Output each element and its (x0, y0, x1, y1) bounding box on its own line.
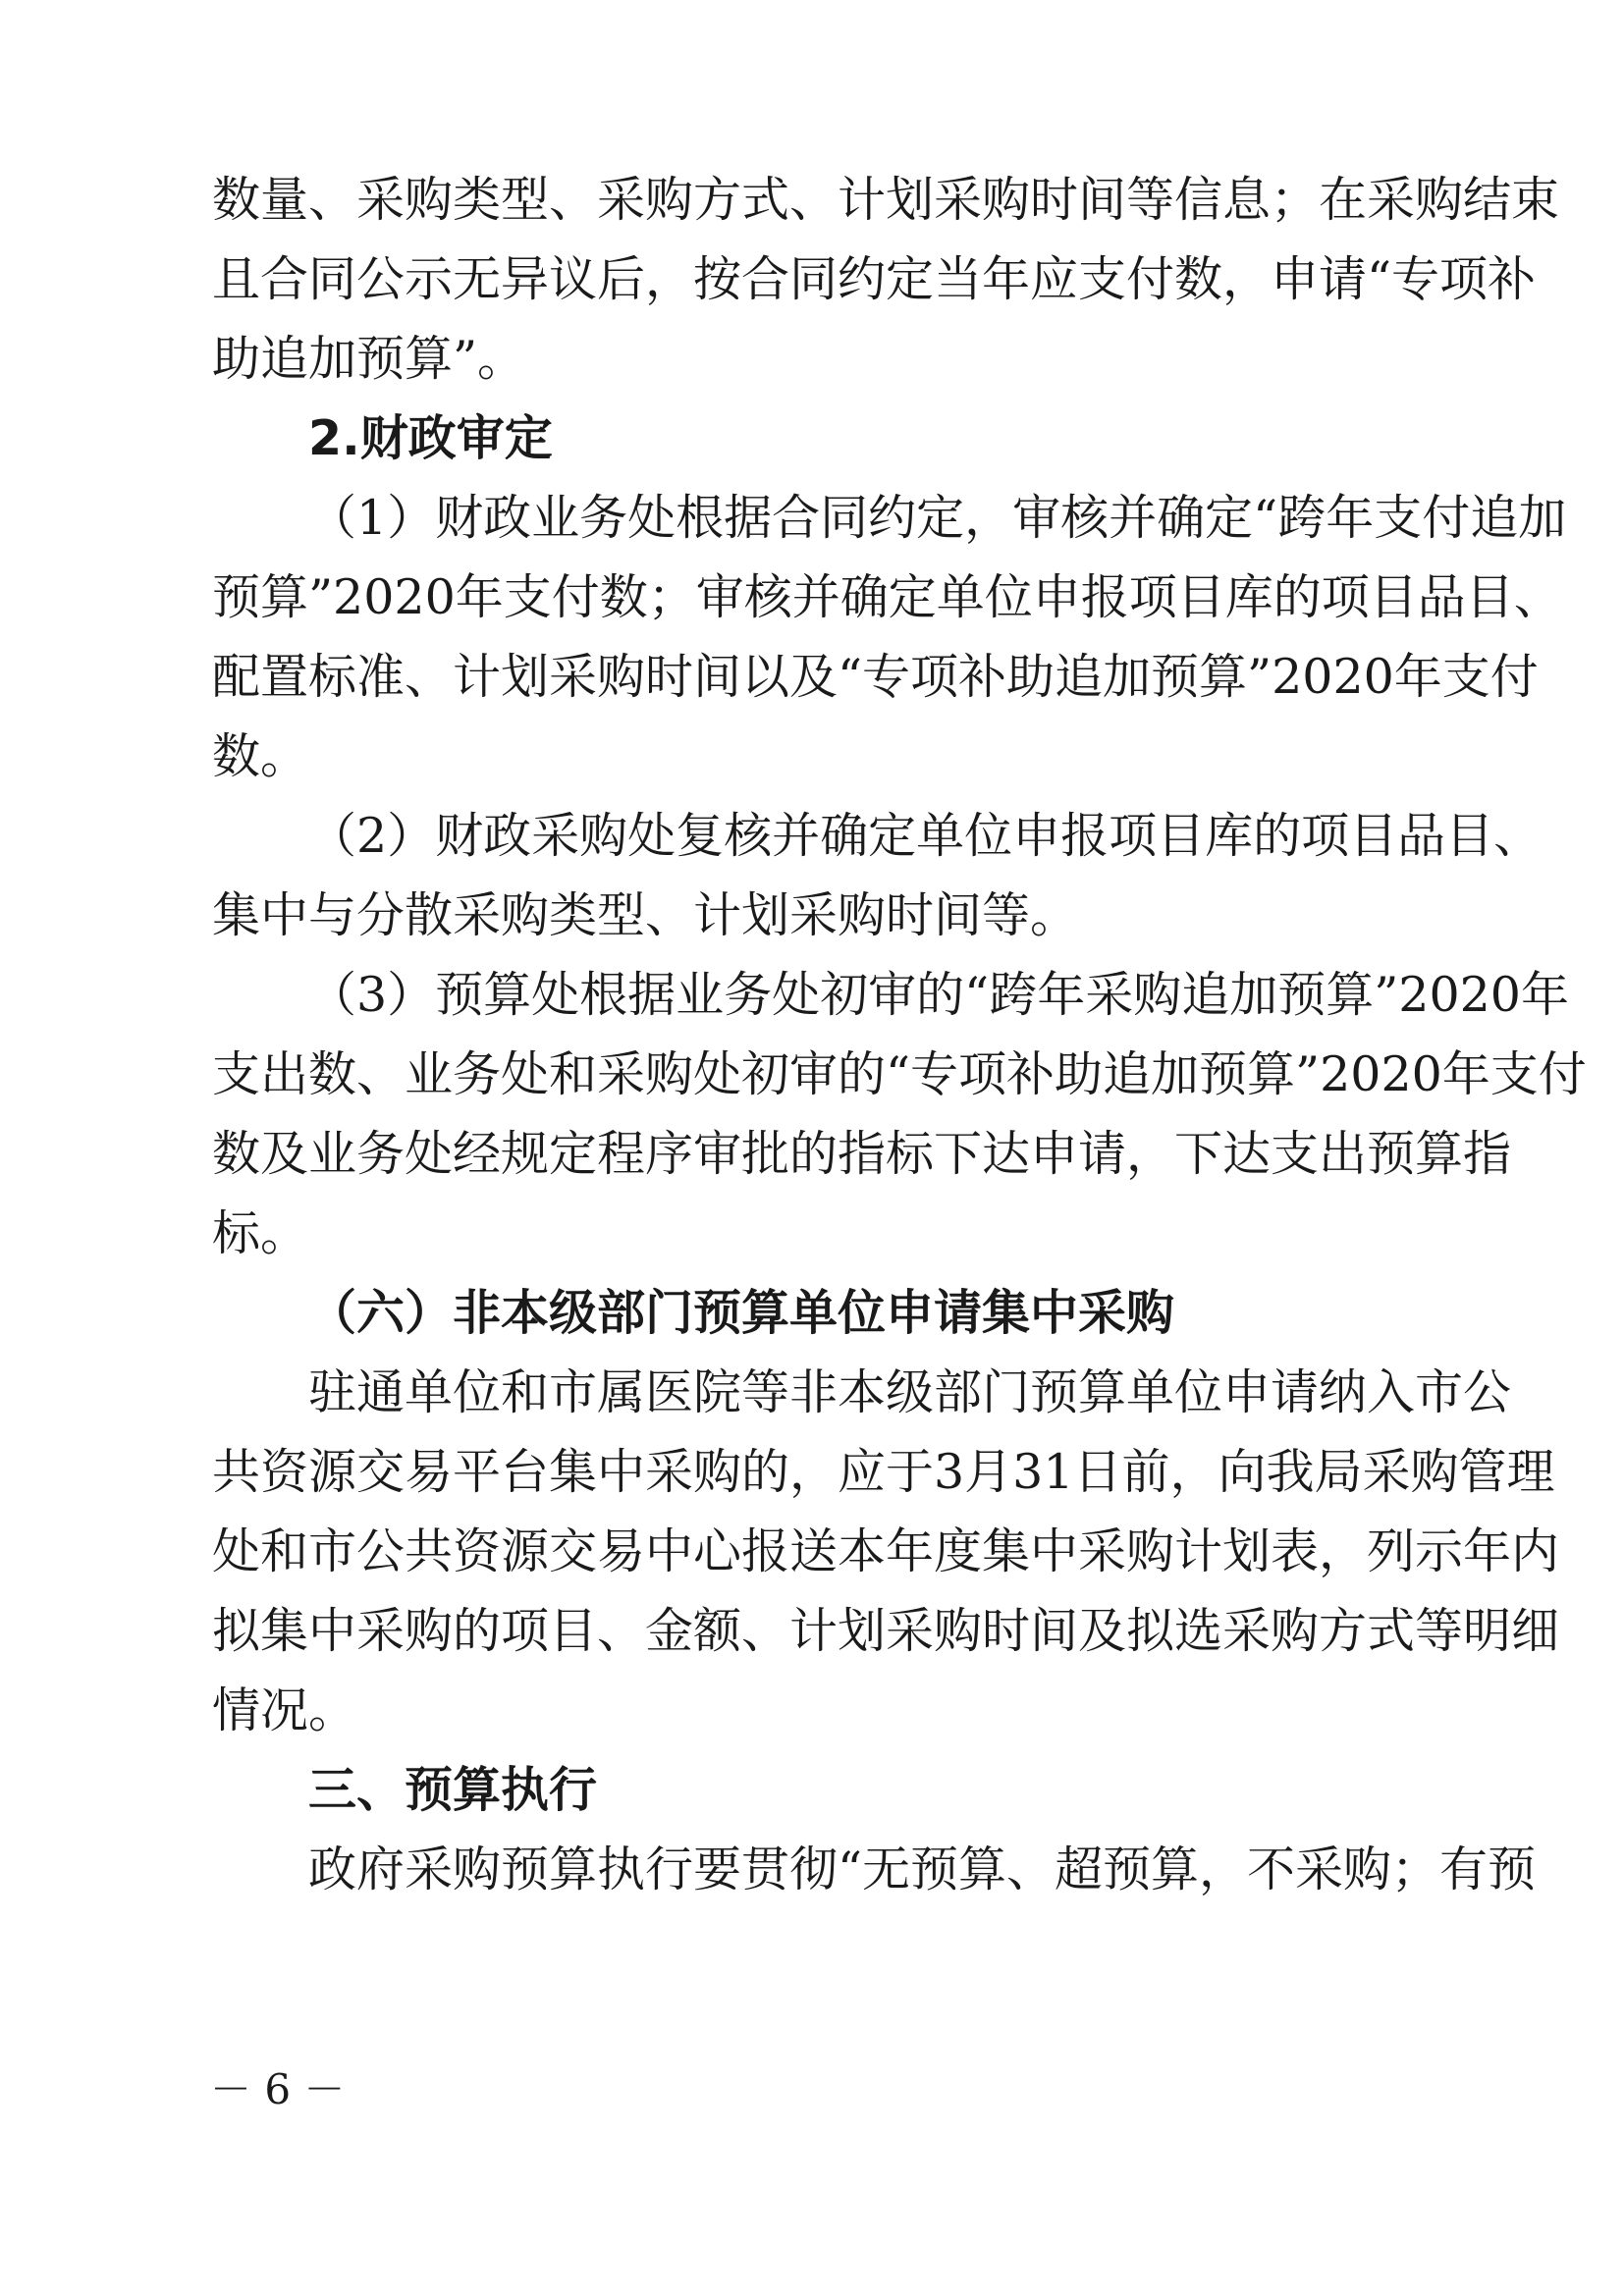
body-line: 集中与分散采购类型、计划采购时间等。 (212, 887, 1079, 943)
body-line: （2）财政采购处复核并确定单位申报项目库的项目品目、 (308, 808, 1543, 864)
body-line: （1）财政业务处根据合同约定，审核并确定“跨年支付追加 (308, 490, 1567, 546)
body-line: 共资源交易平台集中采购的，应于3月31日前，向我局采购管理 (212, 1444, 1555, 1500)
body-line: 处和市公共资源交易中心报送本年度集中采购计划表，列示年内 (212, 1523, 1560, 1579)
body-line: 情况。 (212, 1682, 357, 1738)
body-line: 数及业务处经规定程序审批的指标下达申请，下达支出预算指 (212, 1126, 1512, 1182)
body-line: 支出数、业务处和采购处初审的“专项补助追加预算”2020年支付 (212, 1046, 1587, 1102)
body-line: 数。 (212, 728, 309, 784)
body-line: 政府采购预算执行要贯彻“无预算、超预算，不采购；有预 (308, 1842, 1537, 1897)
body-line: 驻通单位和市属医院等非本级部门预算单位申请纳入市公 (308, 1364, 1512, 1420)
body-line: 助追加预算”。 (212, 331, 526, 387)
body-line: 拟集中采购的项目、金额、计划采购时间及拟选采购方式等明细 (212, 1603, 1560, 1659)
body-line: 数量、采购类型、采购方式、计划采购时间等信息；在采购结束 (212, 172, 1560, 228)
section-heading: （六）非本级部门预算单位申请集中采购 (308, 1285, 1175, 1341)
body-line: 且合同公示无异议后，按合同约定当年应支付数，申请“专项补 (212, 251, 1537, 307)
section-heading: 2.财政审定 (308, 410, 553, 466)
page-number: － 6 － (210, 2065, 346, 2113)
section-heading: 三、预算执行 (308, 1762, 598, 1818)
body-line: 配置标准、计划采购时间以及“专项补助追加预算”2020年支付 (212, 649, 1539, 705)
body-line: （3）预算处根据业务处初审的“跨年采购追加预算”2020年 (308, 967, 1569, 1023)
body-line: 标。 (212, 1205, 309, 1261)
body-line: 预算”2020年支付数；审核并确定单位申报项目库的项目品目、 (212, 569, 1562, 625)
